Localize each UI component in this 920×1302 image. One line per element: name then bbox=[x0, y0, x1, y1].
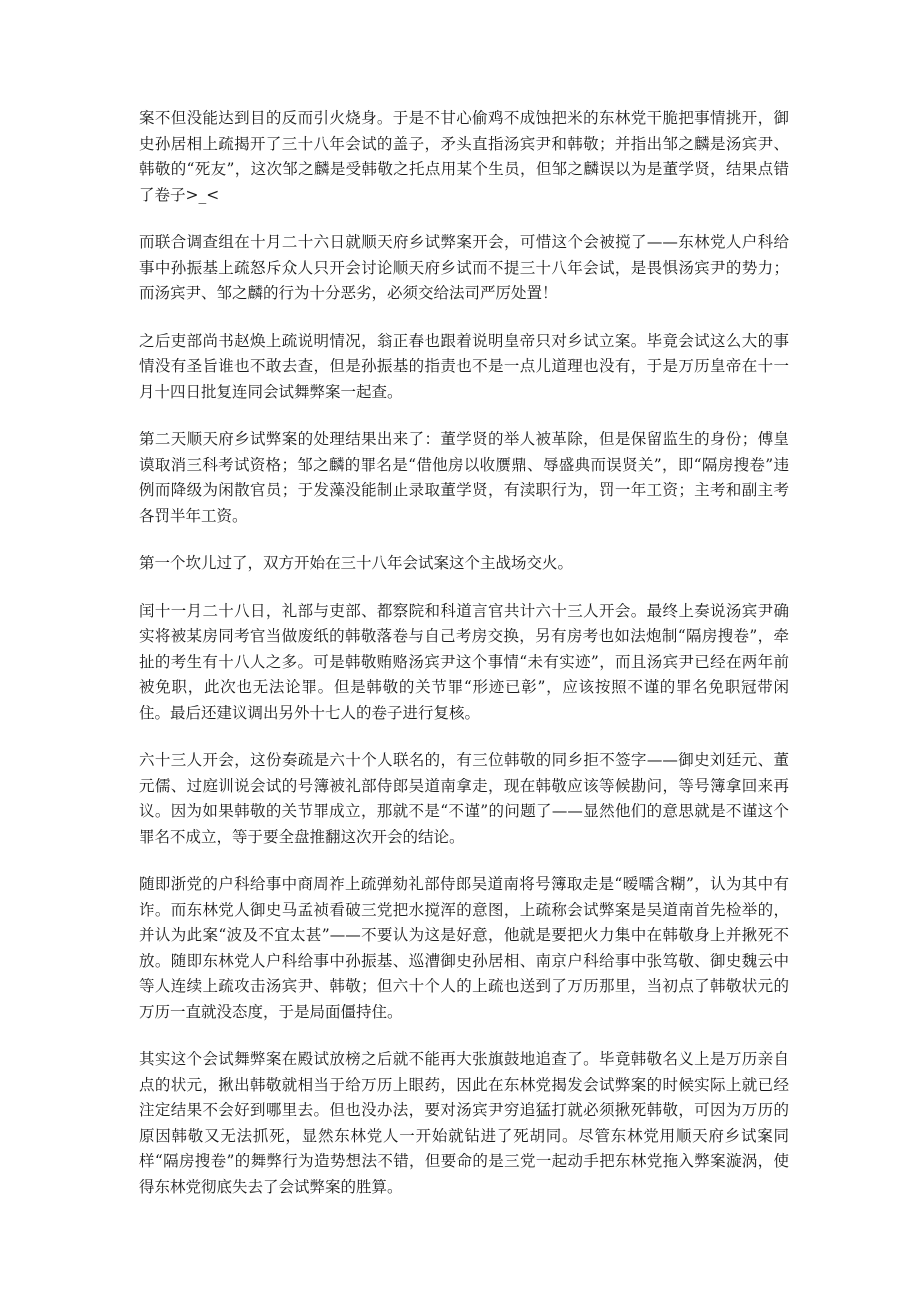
paragraph-6: 闰十一月二十八日，礼部与吏部、都察院和科道言官共计六十三人开会。最终上奏说汤宾尹确实将被某房同考官当做废纸的韩敬落卷与自己考房交换，另有房考也如法炮制“隔房搜卷”，牵扯的考生有十八人之多。可是韩敬贿赂汤宾尹这个事情“未有实迹”，而且汤宾尹已经在两年前被免职，此次也无法论罪。但是韩敬的关节罪“形迹已彰”，应该按照不谨的罪名免职冠带闲住。最后还建议调出另外十七人的卷子进行复核。 bbox=[139, 601, 789, 722]
paragraph-2: 而联合调查组在十月二十六日就顺天府乡试弊案开会，可惜这个会被搅了——东林党人户科给事中孙振基上疏怒斥众人只开会讨论顺天府乡试而不提三十八年会试，是畏惧汤宾尹的势力；而汤宾尹、邹之麟的行为十分恶劣，必须交给法司严厉处置！ bbox=[139, 233, 789, 302]
paragraph-9: 其实这个会试舞弊案在殿试放榜之后就不能再大张旗鼓地追查了。毕竟韩敬名义上是万历亲自点的状元，揪出韩敬就相当于给万历上眼药，因此在东林党揭发会试弊案的时候实际上就已经注定结果不会好到哪里去。但也没办法，要对汤宾尹穷追猛打就必须揪死韩敬，可因为万历的原因韩敬又无法抓死，显然东林党人一开始就钻进了死胡同。尽管东林党用顺天府乡试案同样“隔房搜卷”的舞弊行为造势想法不错，但要命的是三党一起动手把东林党拖入弊案漩涡，使得东林党彻底失去了会试弊案的胜算。 bbox=[139, 1050, 789, 1196]
paragraph-3: 之后吏部尚书赵焕上疏说明情况，翁正春也跟着说明皇帝只对乡试立案。毕竟会试这么大的事情没有圣旨谁也不敢去查，但是孙振基的指责也不是一点儿道理也没有，于是万历皇帝在十一月十四日批复连同会试舞弊案一起查。 bbox=[139, 331, 789, 401]
paragraph-1: 案不但没能达到目的反而引火烧身。于是不甘心偷鸡不成蚀把米的东林党干脆把事情挑开，御史孙居相上疏揭开了三十八年会试的盖子，矛头直指汤宾尹和韩敬；并指出邹之麟是汤宾尹、韩敬的“死友”，这次邹之麟是受韩敬之托点用某个生员，但邹之麟误以为是董学贤，结果点错了卷子>_< bbox=[139, 109, 789, 204]
paragraph-5: 第一个坎儿过了，双方开始在三十八年会试案这个主战场交火。 bbox=[139, 554, 574, 572]
document-body bbox=[139, 106, 789, 1222]
paragraph-8: 随即浙党的户科给事中商周祚上疏弹劾礼部侍郎吴道南将号簿取走是“暧嚅含糊”，认为其中有诈。而东林党人御史马孟祯看破三党把水搅浑的意图，上疏称会试弊案是吴道南首先检举的，并认为此案“波及不宜太甚”——不要认为这是好意，他就是要把火力集中在韩敬身上并揪死不放。随即东林党人户科给事中孙振基、巡漕御史孙居相、南京户科给事中张笃敬、御史魏云中等人连续上疏攻击汤宾尹、韩敬；但六十个人的上疏也送到了万历那里，当初点了韩敬状元的万历一直就没态度，于是局面僵持住。 bbox=[139, 875, 789, 1021]
paragraph-4: 第二天顺天府乡试弊案的处理结果出来了：董学贤的举人被革除，但是保留监生的身份；傅皇谟取消三科考试资格；邹之麟的罪名是“借他房以收赝鼎、辱盛典而误贤关”，即“隔房搜卷”违例而降级为闲散官员；于发藻没能制止录取董学贤，有渎职行为，罚一年工资；主考和副主考各罚半年工资。 bbox=[139, 430, 789, 525]
paragraph-7: 六十三人开会，这份奏疏是六十个人联名的，有三位韩敬的同乡拒不签字——御史刘廷元、董元儒、过庭训说会试的号簿被礼部侍郎吴道南拿走，现在韩敬应该等候勘问，等号簿拿回来再议。因为如果韩敬的关节罪成立，那就不是“不谨”的问题了——显然他们的意思就是不谨这个罪名不成立，等于要全盘推翻这次开会的结论。 bbox=[139, 751, 789, 846]
